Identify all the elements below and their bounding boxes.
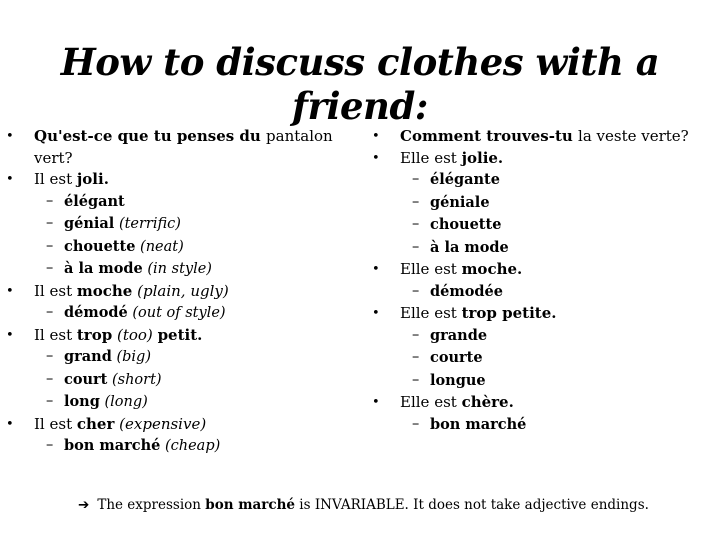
bullet-icon: • — [6, 327, 14, 343]
arrow-right-icon: ➔ — [78, 497, 90, 513]
list-item: – génial (terrific) — [46, 215, 181, 232]
list-item: – à la mode — [412, 238, 509, 256]
list-item: – court (short) — [46, 370, 162, 388]
bullet-icon: • — [372, 306, 380, 321]
list-item: – géniale — [412, 193, 490, 211]
bullet-icon: • — [372, 395, 380, 410]
list-item: – long (long) — [46, 393, 148, 410]
left-moche: • Il est moche (plain, ugly) — [6, 281, 346, 303]
list-item: – démodé (out of style) — [46, 304, 226, 321]
list-item: – chouette (neat) — [46, 237, 184, 255]
invariable-note: ➔ The expression bon marché is INVARIABLE. It does not take adjective endings. — [78, 497, 649, 513]
bullet-icon: • — [6, 129, 14, 144]
right-column — [372, 126, 712, 436]
list-item: – bon marché — [412, 415, 527, 433]
list-item: – longue — [412, 371, 486, 389]
list-item: – grande — [412, 326, 488, 344]
list-item: – démodée — [412, 282, 503, 300]
right-chere: • Elle est chère. — [372, 392, 712, 414]
bullet-icon: • — [6, 416, 14, 432]
list-item: – grand (big) — [46, 348, 151, 365]
list-item: – courte — [412, 349, 483, 366]
left-joli: • Il est joli. — [6, 169, 346, 191]
left-column — [6, 126, 346, 458]
bullet-icon: • — [6, 172, 14, 187]
right-question: • Comment trouves-tu la veste verte? — [372, 126, 712, 148]
left-cher: • Il est cher (expensive) — [6, 414, 346, 436]
list-item: – élégant — [46, 192, 125, 210]
left-question: • Qu'est-ce que tu penses du pantalon vert? — [6, 127, 333, 167]
bullet-icon: • — [372, 129, 380, 144]
bullet-icon: • — [372, 262, 380, 277]
list-item: – élégante — [412, 171, 500, 188]
right-moche: • Elle est moche. — [372, 259, 712, 281]
list-item: – chouette — [412, 216, 502, 233]
list-item: – bon marché (cheap) — [46, 437, 221, 454]
bullet-icon: • — [372, 150, 380, 166]
left-trop: • Il est trop (too) petit. — [6, 325, 346, 347]
list-item: – à la mode (in style) — [46, 260, 212, 277]
right-trop: • Elle est trop petite. — [372, 303, 712, 325]
right-jolie: • Elle est jolie. — [372, 148, 712, 170]
page-title: How to discuss clothes with a friend: — [60, 40, 660, 128]
bullet-icon: • — [6, 283, 14, 299]
